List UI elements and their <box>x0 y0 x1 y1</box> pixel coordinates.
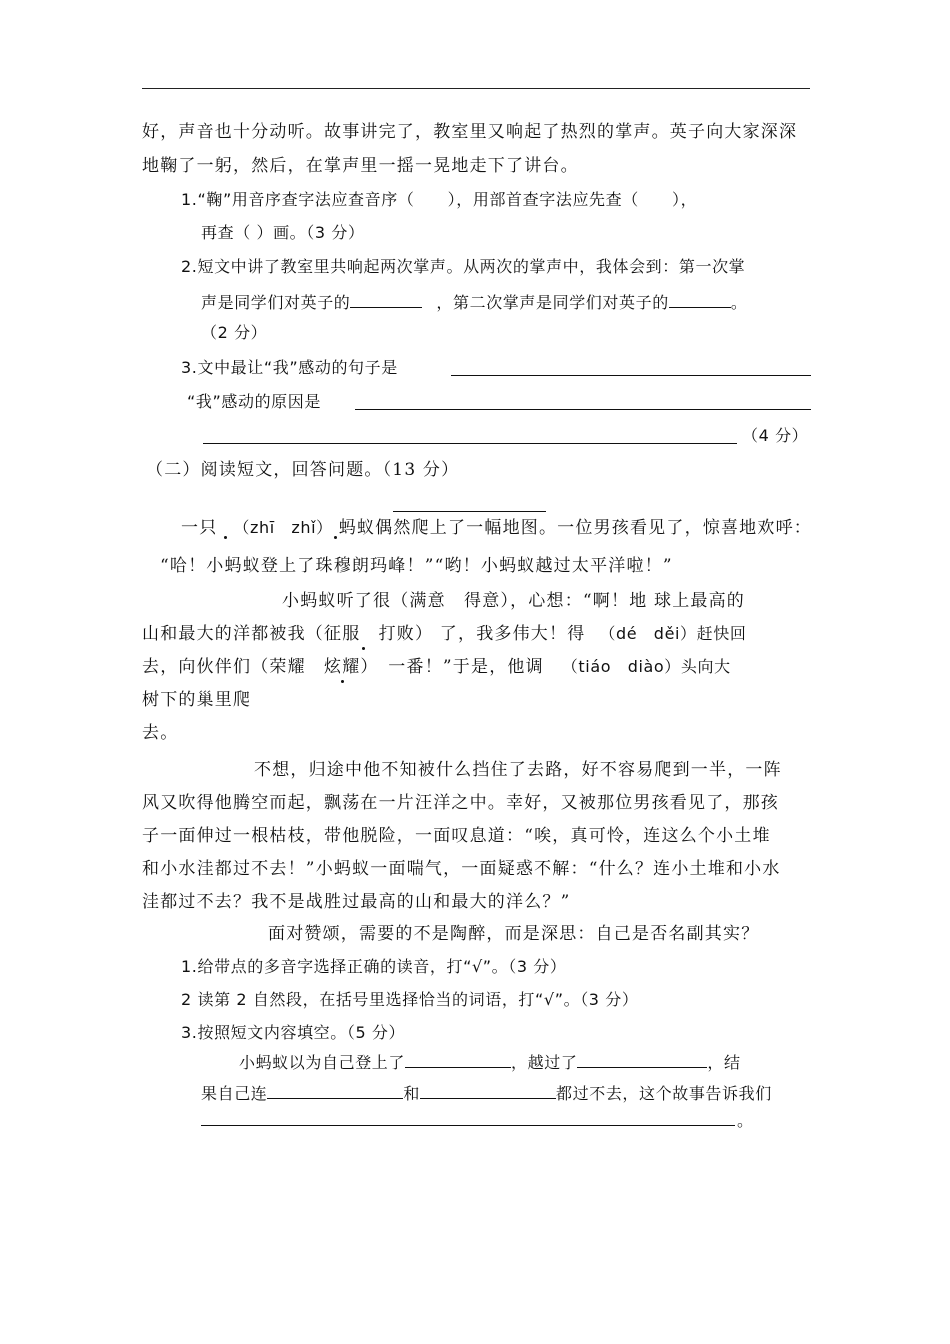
story-p2-line-c <box>142 656 731 678</box>
fill-blank-ocean[interactable] <box>577 1049 707 1068</box>
question-2-line-a: 2.短文中讲了教室里共响起两次掌声。从两次的掌声中，我体会到：第一次掌 <box>181 257 746 276</box>
answer-blank-first-applause[interactable] <box>350 289 422 308</box>
story-p2-line-b <box>142 623 746 645</box>
fill-line-a <box>239 1049 741 1074</box>
question-2-text-2: ，第二次掌声是同学们对英子的 <box>436 293 669 312</box>
story-p3-line-b: 风又吹得他腾空而起，飘荡在一片汪洋之中。幸好，又被那位男孩看见了，那孩 <box>142 793 779 813</box>
fill-text: 果自己连 <box>201 1084 268 1103</box>
fill-line-c-end: 。 <box>737 1111 754 1130</box>
question-2-text-3: 。 <box>730 293 748 312</box>
header-rule <box>142 88 810 89</box>
pinyin-options-de[interactable]: （dé děi）赶快回 <box>599 624 747 643</box>
fill-blank-puddle[interactable] <box>420 1080 556 1099</box>
question-2-score: （2 分） <box>201 323 268 342</box>
question-1-line-a: 1.“鞠”用音序查字法应查音序（ ），用部首查字法应先查（ ）， <box>181 190 698 209</box>
story-p3-line-d: 和小水洼都过不去！”小蚂蚁一面喘气，一面疑惑不解：“什么？连小土堆和小水 <box>142 859 781 879</box>
title-blank-line[interactable] <box>393 511 546 512</box>
part2-question-2: 2 读第 2 自然段，在括号里选择恰当的词语，打“√”。（3 分） <box>181 990 639 1009</box>
fill-line-b <box>201 1080 772 1105</box>
fill-blank-peak[interactable] <box>405 1049 511 1068</box>
story-p2-line-d: 树下的巢里爬 <box>142 690 252 710</box>
question-3-line-b: “我”感动的原因是 <box>187 392 321 411</box>
question-2-text-1: 声是同学们对英子的 <box>201 293 351 312</box>
section-2-heading: （二）阅读短文，回答问题。（13 分） <box>146 460 460 480</box>
part2-question-3: 3.按照短文内容填空。（5 分） <box>181 1023 406 1042</box>
answer-line-moving-sentence[interactable] <box>451 375 811 376</box>
question-3-score: （4 分） <box>742 426 809 445</box>
fill-text: 小蚂蚁以为自己登上了 <box>239 1053 406 1072</box>
story-p1-line-b: “哈！小蚂蚁登上了珠穆朗玛峰！”“哟！小蚂蚁越过太平洋啦！” <box>160 556 673 576</box>
question-1-line-b: 再查（ ）画。（3 分） <box>201 223 365 242</box>
story-moral: 面对赞颂，需要的不是陶醉，而是深思：自己是否名副其实？ <box>268 924 760 944</box>
pinyin-options-tiao[interactable]: （tiáo diào）头向大 <box>561 657 731 676</box>
story-text: 去，向伙伴们（荣耀 炫耀） 一番！”于是，他调 <box>142 657 544 677</box>
question-3-line-a: 3.文中最让“我”感动的句子是 <box>181 358 398 377</box>
story-p2-line-e: 去。 <box>142 723 179 743</box>
fill-text: 和 <box>403 1084 421 1103</box>
story-p2-line-a: 小蚂蚁听了很（满意 得意），心想：“啊！地 球上最高的 <box>282 591 745 611</box>
question-2-line-b <box>201 289 747 314</box>
fill-text: ，越过了 <box>511 1053 578 1072</box>
passage1-line-2: 地鞠了一躬，然后，在掌声里一摇一晃地走下了讲台。 <box>142 156 579 176</box>
story-text: 一只 <box>181 518 218 538</box>
answer-line-reason-cont[interactable] <box>203 443 737 444</box>
story-text: 蚂蚁偶然爬上了一幅地图。一位男孩看见了，惊喜地欢呼： <box>338 518 812 538</box>
fill-text: 都过不去，这个故事告诉我们 <box>556 1084 772 1103</box>
story-p3-line-a: 不想，归途中他不知被什么挡住了去路，好不容易爬到一半，一阵 <box>254 760 782 780</box>
answer-line-reason[interactable] <box>355 409 811 410</box>
story-p1-line-a <box>181 517 812 539</box>
fill-blank-lesson[interactable] <box>201 1125 735 1126</box>
story-p3-line-c: 子一面伸过一根枯枝，带他脱险，一面叹息道：“唉，真可怜，连这么个小土堆 <box>142 826 771 846</box>
fill-text: ，结 <box>707 1053 741 1072</box>
story-p3-line-e: 洼都过不去？我不是战胜过最高的山和最大的洋么？” <box>142 892 571 912</box>
part2-question-1: 1.给带点的多音字选择正确的读音，打“√”。（3 分） <box>181 957 567 976</box>
fill-blank-mound[interactable] <box>267 1080 403 1099</box>
answer-blank-second-applause[interactable] <box>669 289 731 308</box>
passage1-line-1: 好，声音也十分动听。故事讲完了，教室里又响起了热烈的掌声。英子向大家深深 <box>142 122 798 142</box>
story-text: 山和最大的洋都被我（征服 打败） 了，我多伟大！得 <box>142 624 586 644</box>
pinyin-options-zhi[interactable]: （zhī zhǐ） <box>233 518 333 537</box>
